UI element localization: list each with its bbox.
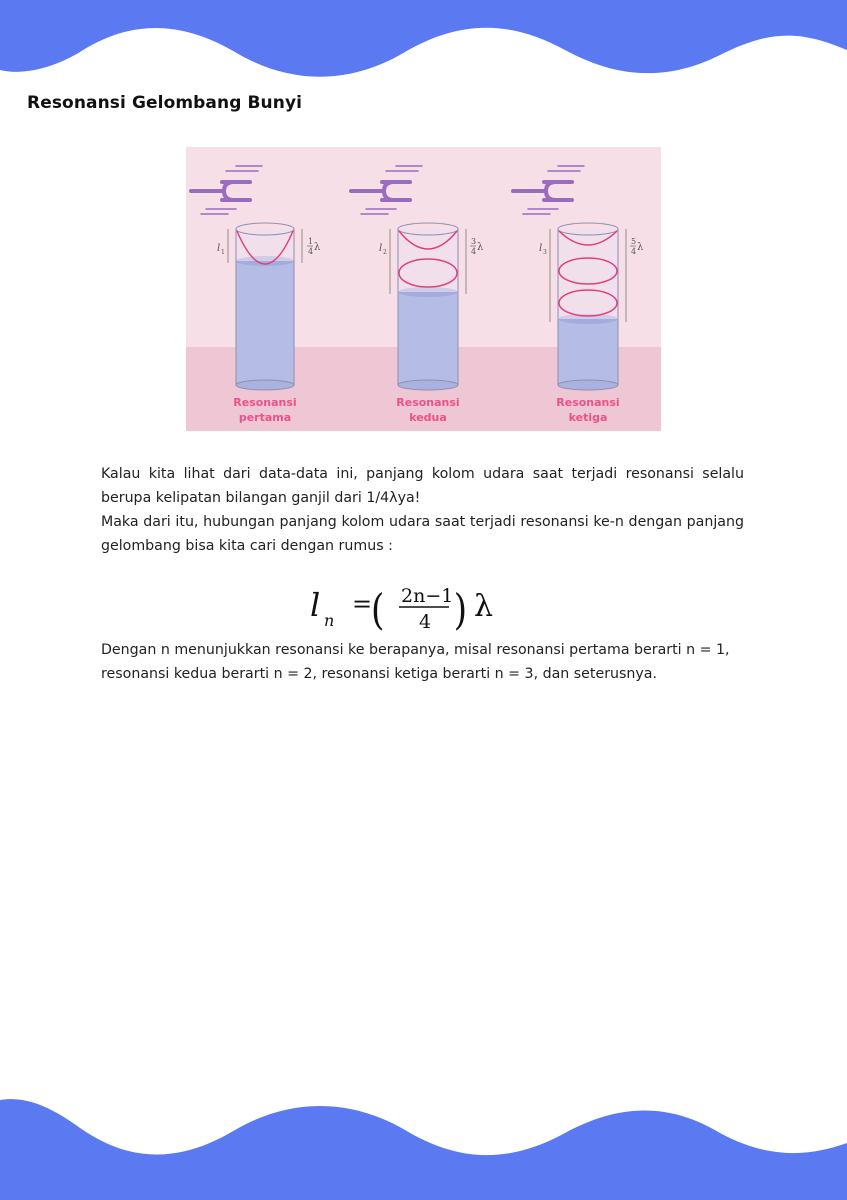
svg-text:1: 1 [221, 249, 225, 256]
length-label: l [379, 243, 383, 254]
label-second-line2: kedua [409, 411, 447, 424]
svg-text:λ: λ [637, 242, 644, 253]
formula-numerator: 2n−1 [401, 585, 454, 607]
svg-text:4: 4 [631, 247, 637, 256]
svg-text:5: 5 [631, 237, 637, 246]
length-label: l [539, 243, 543, 254]
resonance-formula [308, 582, 508, 634]
resonance-figure [186, 147, 661, 431]
formula-right-paren: ) [453, 586, 468, 634]
label-second-line1: Resonansi [396, 396, 460, 409]
formula-equals: = [352, 590, 373, 618]
svg-text:3: 3 [543, 249, 547, 256]
formula-lambda: λ [474, 589, 494, 624]
label-third-line1: Resonansi [556, 396, 620, 409]
water-column [236, 261, 294, 385]
svg-text:3: 3 [471, 237, 477, 246]
length-label: l [217, 243, 221, 254]
label-first-line2: pertama [238, 411, 292, 424]
water-column [558, 319, 618, 385]
page-title: Resonansi Gelombang Bunyi [27, 93, 303, 113]
formula-lhs: l [310, 586, 321, 624]
svg-text:λ: λ [477, 242, 484, 253]
formula-denominator: 4 [419, 611, 432, 633]
label-third-line2: ketiga [568, 411, 608, 424]
svg-text:4: 4 [308, 247, 314, 256]
label-first-line1: Resonansi [233, 396, 297, 409]
svg-text:4: 4 [471, 247, 477, 256]
paragraph-explanation: Dengan n menunjukkan resonansi ke berapanya, misal resonansi pertama berarti n = 1, resonansi kedua berarti n = 2, resonansi ketiga berarti n = 3, dan seterusnya. [101, 642, 730, 682]
svg-text:2: 2 [383, 249, 387, 256]
svg-text:λ: λ [314, 242, 321, 253]
paragraph-relation: Maka dari itu, hubungan panjang kolom udara saat terjadi resonansi ke-n dengan panjang gelombang bisa kita cari dengan rumus : [101, 514, 744, 554]
formula-left-paren: ( [371, 586, 385, 634]
formula-lhs-subscript: n [324, 611, 335, 630]
paragraph-intro: Kalau kita lihat dari data-data ini, panjang kolom udara saat terjadi resonansi selalu berupa kelipatan bilangan ganjil dari 1/4λya! [101, 466, 744, 506]
bottom-wave-decoration [0, 1088, 847, 1200]
water-column [398, 292, 458, 385]
body-text-block [101, 462, 744, 558]
svg-text:1: 1 [308, 237, 314, 246]
